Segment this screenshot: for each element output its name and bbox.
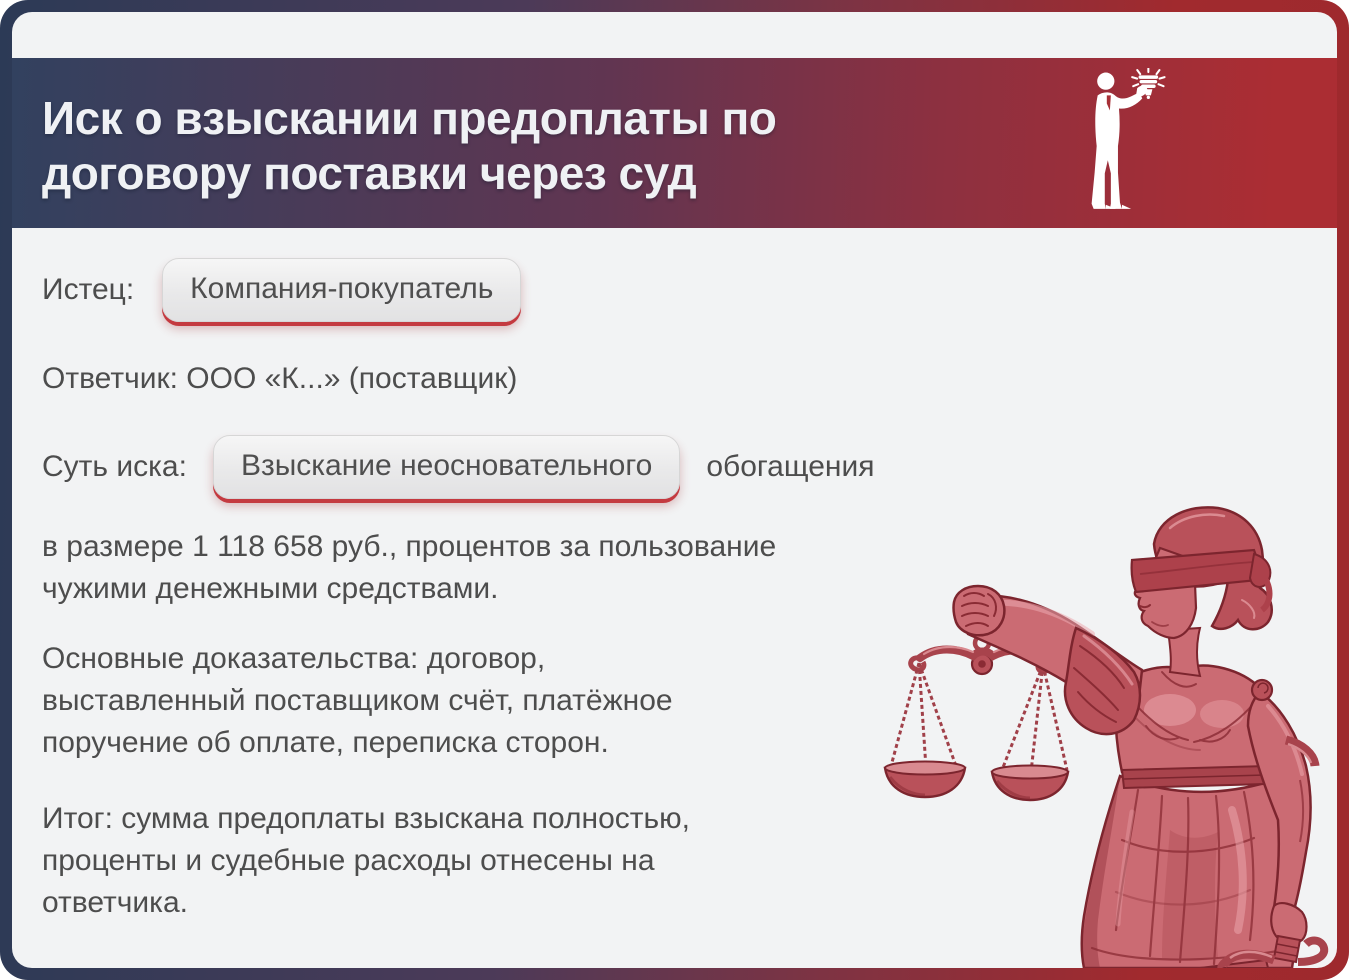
header-band: [12, 58, 1337, 228]
evidence-line-1: Основные доказательства: договор,: [42, 642, 546, 675]
content-card: [12, 12, 1337, 968]
lady-justice-figure: [954, 507, 1325, 968]
evidence-line-2: выставленный поставщиком счёт, платёжное: [42, 684, 673, 717]
claim-row: [42, 435, 874, 499]
claim-details-line-1: в размере 1 118 658 руб., процентов за пользование: [42, 530, 777, 563]
plaintiff-chip[interactable]: Компания-покупатель: [162, 258, 521, 322]
man-with-lightbulb-icon: [1074, 68, 1168, 220]
outcome-line-2: проценты и судебные расходы отнесены на: [42, 844, 655, 877]
title-line-2: договору поставки через суд: [42, 147, 697, 199]
page-title: [42, 91, 776, 201]
defendant-text: Ответчик: ООО «К...» (поставщик): [42, 362, 518, 395]
claim-details-paragraph: [42, 526, 776, 610]
claim-highlight-chip[interactable]: Взыскание неосновательного: [213, 435, 680, 499]
claim-tail-text: обогащения: [706, 450, 875, 483]
plaintiff-label: Истец:: [42, 273, 135, 306]
claim-label: Суть иска:: [42, 450, 187, 483]
defendant-row: [42, 362, 517, 396]
evidence-line-3: поручение об оплате, переписка сторон.: [42, 726, 609, 759]
evidence-paragraph: [42, 638, 673, 764]
outcome-paragraph: [42, 798, 690, 924]
plaintiff-row: [42, 258, 521, 322]
lady-justice-illustration: [870, 500, 1337, 968]
outcome-line-3: ответчика.: [42, 886, 188, 919]
claim-details-line-2: чужими денежными средствами.: [42, 572, 499, 605]
outcome-line-1: Итог: сумма предоплаты взыскана полностью,: [42, 802, 690, 835]
title-line-1: Иск о взыскании предоплаты по: [42, 92, 777, 144]
